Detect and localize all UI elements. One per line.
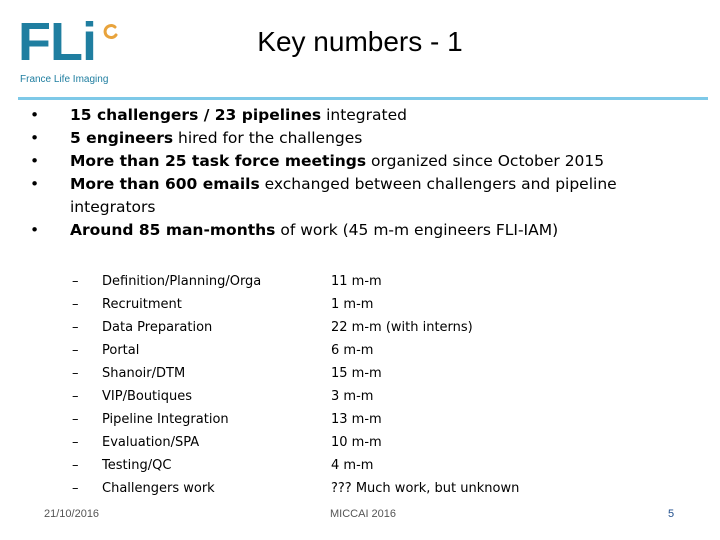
breakdown-row [72,477,632,500]
breakdown-name: Shanoir/DTM [102,366,186,381]
breakdown-name: Challengers work [102,481,215,496]
breakdown-value: 11 m-m [331,274,382,289]
dash: – [72,297,79,312]
breakdown-value: 4 m-m [331,458,374,473]
bullet-item [30,150,700,173]
breakdown-row [72,454,632,477]
bullet-bold: 5 engineers [70,129,174,147]
logo-arc-icon [102,24,118,40]
breakdown-value: ??? Much work, but unknown [331,481,520,496]
breakdown-name: Definition/Planning/Orga [102,274,262,289]
breakdown-name: Evaluation/SPA [102,435,200,450]
dash: – [72,481,79,496]
dash: – [72,320,79,335]
breakdown-row [72,339,632,362]
bullet-text: exchanged between challengers and pipeline integrators [70,175,617,216]
bullet-text: integrated [321,106,407,124]
footer-date: 21/10/2016 [44,508,100,520]
bullet-dot: • [30,106,40,124]
dash: – [72,412,79,427]
dash: – [72,435,79,450]
breakdown-value: 3 m-m [331,389,374,404]
bullet-item [30,173,700,219]
bullet-item [30,127,700,150]
effort-breakdown [72,270,632,500]
bullet-text: of work (45 m-m engineers FLI-IAM) [275,221,559,239]
fli-logo [18,12,118,88]
dash: – [72,343,79,358]
breakdown-name: Recruitment [102,297,182,312]
bullet-bold: More than 25 task force meetings [70,152,367,170]
bullet-text: hired for the challenges [173,129,363,147]
breakdown-value: 1 m-m [331,297,374,312]
bullet-dot: • [30,175,40,193]
bullet-dot: • [30,129,40,147]
bullet-text: organized since October 2015 [366,152,605,170]
footer-conference: MICCAI 2016 [330,508,397,520]
bullet-bold: Around 85 man-months [70,221,276,239]
dash: – [72,458,79,473]
breakdown-value: 10 m-m [331,435,382,450]
breakdown-value: 13 m-m [331,412,382,427]
slide-title: Key numbers - 1 [257,26,463,57]
title-divider [18,97,708,100]
dash: – [72,366,79,381]
bullet-bold: More than 600 emails [70,175,260,193]
breakdown-name: Data Preparation [102,320,213,335]
bullet-dot: • [30,221,40,239]
breakdown-row [72,293,632,316]
bullet-bold: 15 challengers / 23 pipelines [70,106,322,124]
logo-subtitle: France Life Imaging [20,74,109,85]
bullet-item [30,219,700,242]
breakdown-name: Pipeline Integration [102,412,229,427]
logo-mark: FLi [18,12,96,72]
breakdown-name: Portal [102,343,140,358]
dash: – [72,389,79,404]
breakdown-value: 6 m-m [331,343,374,358]
breakdown-row [72,362,632,385]
breakdown-name: VIP/Boutiques [102,389,193,404]
breakdown-row [72,408,632,431]
bullet-item [30,104,700,127]
breakdown-row [72,316,632,339]
bullet-dot: • [30,152,40,170]
breakdown-row [72,431,632,454]
breakdown-name: Testing/QC [102,458,172,473]
dash: – [72,274,79,289]
breakdown-value: 22 m-m (with interns) [331,320,473,335]
breakdown-row [72,270,632,293]
breakdown-row [72,385,632,408]
breakdown-value: 15 m-m [331,366,382,381]
bullet-list [30,104,700,242]
page-number: 5 [668,508,675,520]
